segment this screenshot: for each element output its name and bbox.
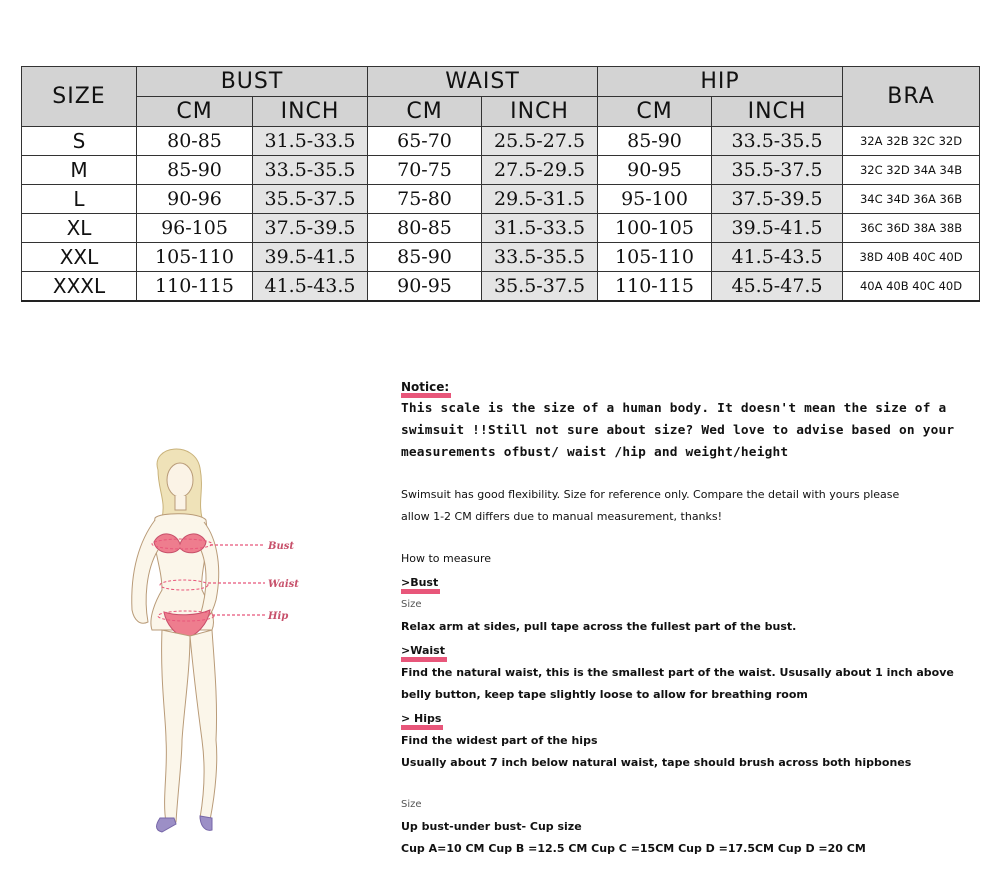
bust-inch-value: 31.5-33.5 [253, 127, 368, 156]
waist-label: Waist [268, 579, 299, 590]
spacer [401, 528, 991, 548]
bust-cm-value: 85-90 [137, 156, 253, 185]
bust-inch-value: 39.5-41.5 [253, 243, 368, 272]
bust-cm-value: 105-110 [137, 243, 253, 272]
waist-cm-value: 85-90 [368, 243, 482, 272]
hip-cm-value: 95-100 [598, 185, 712, 214]
table-row [22, 243, 980, 272]
waist-cm-value: 75-80 [368, 185, 482, 214]
size-value: M [22, 156, 137, 185]
waist-inch-value: 25.5-27.5 [482, 127, 598, 156]
table-row [22, 272, 980, 302]
bust-cm-header: CM [137, 97, 253, 127]
waist-inch-value: 27.5-29.5 [482, 156, 598, 185]
bust-inch-value: 35.5-37.5 [253, 185, 368, 214]
notice-tag: Notice: [401, 381, 451, 398]
waist-instruction: belly button, keep tape slightly loose to allow for breathing room [401, 688, 808, 701]
bust-inch-header: INCH [253, 97, 368, 127]
hip-cm-value: 105-110 [598, 243, 712, 272]
hip-inch-value: 37.5-39.5 [712, 185, 843, 214]
size-value: L [22, 185, 137, 214]
hip-inch-value: 41.5-43.5 [712, 243, 843, 272]
hip-inch-value: 35.5-37.5 [712, 156, 843, 185]
waist-header: WAIST [368, 67, 598, 97]
body-measure-illustration [100, 440, 320, 850]
hips-tag: > Hips [401, 713, 443, 730]
hip-inch-header: INCH [712, 97, 843, 127]
hip-cm-value: 90-95 [598, 156, 712, 185]
size-chart-table [21, 66, 980, 302]
bra-size-value: 32A 32B 32C 32D [843, 127, 980, 156]
bust-header: BUST [137, 67, 368, 97]
size-value: XXXL [22, 272, 137, 302]
waist-cm-value: 80-85 [368, 214, 482, 243]
table-row [22, 185, 980, 214]
notice-line: measurements ofbust/ waist /hip and weight/height [401, 445, 789, 460]
notice-line: This scale is the size of a human body. It doesn't mean the size of a [401, 401, 947, 416]
hip-cm-value: 100-105 [598, 214, 712, 243]
size-value: XXL [22, 243, 137, 272]
cup-size-line: Up bust-under bust- Cup size [401, 820, 582, 833]
bra-size-value: 38D 40B 40C 40D [843, 243, 980, 272]
hip-cm-value: 110-115 [598, 272, 712, 302]
bust-cm-value: 90-96 [137, 185, 253, 214]
bra-size-value: 34C 34D 36A 36B [843, 185, 980, 214]
hip-label: Hip [268, 611, 289, 622]
bust-inch-value: 33.5-35.5 [253, 156, 368, 185]
flex-line: allow 1-2 CM differs due to manual measurement, thanks! [401, 510, 723, 523]
how-to-measure: How to measure [401, 552, 492, 565]
size-label: Size [401, 599, 422, 610]
bra-size-value: 32C 32D 34A 34B [843, 156, 980, 185]
bust-cm-value: 110-115 [137, 272, 253, 302]
hip-cm-value: 85-90 [598, 127, 712, 156]
hip-cm-header: CM [598, 97, 712, 127]
flex-line: Swimsuit has good flexibility. Size for reference only. Compare the detail with yours please [401, 488, 900, 501]
waist-inch-value: 33.5-35.5 [482, 243, 598, 272]
waist-instruction: Find the natural waist, this is the smallest part of the waist. Ususally about 1 inch above [401, 666, 954, 679]
table-row [22, 127, 980, 156]
bust-cm-value: 96-105 [137, 214, 253, 243]
hip-inch-value: 33.5-35.5 [712, 127, 843, 156]
waist-tag: >Waist [401, 645, 447, 662]
woman-figure-drawing [100, 440, 320, 850]
bust-label: Bust [268, 541, 294, 552]
cup-size-line: Cup A=10 CM Cup B =12.5 CM Cup C =15CM Cup D =17.5CM Cup D =20 CM [401, 842, 866, 855]
bust-inch-value: 41.5-43.5 [253, 272, 368, 302]
waist-inch-value: 31.5-33.5 [482, 214, 598, 243]
bust-instruction: Relax arm at sides, pull tape across the fullest part of the bust. [401, 620, 797, 633]
bra-header: BRA [843, 67, 980, 127]
hip-inch-value: 39.5-41.5 [712, 214, 843, 243]
waist-inch-value: 29.5-31.5 [482, 185, 598, 214]
notice-line: swimsuit !!Still not sure about size? Wed love to advise based on your [401, 423, 955, 438]
measurement-notes [401, 376, 991, 860]
size-label: Size [401, 799, 422, 810]
hip-inch-value: 45.5-47.5 [712, 272, 843, 302]
waist-cm-header: CM [368, 97, 482, 127]
waist-inch-header: INCH [482, 97, 598, 127]
size-value: XL [22, 214, 137, 243]
bust-cm-value: 80-85 [137, 127, 253, 156]
bra-size-value: 36C 36D 38A 38B [843, 214, 980, 243]
hips-instruction: Find the widest part of the hips [401, 734, 598, 747]
spacer [401, 774, 991, 794]
hip-header: HIP [598, 67, 843, 97]
bra-size-value: 40A 40B 40C 40D [843, 272, 980, 302]
waist-cm-value: 65-70 [368, 127, 482, 156]
table-row [22, 156, 980, 185]
size-header: SIZE [22, 67, 137, 127]
waist-cm-value: 90-95 [368, 272, 482, 302]
hips-instruction: Usually about 7 inch below natural waist, tape should brush across both hipbones [401, 756, 912, 769]
bust-tag: >Bust [401, 577, 440, 594]
spacer [401, 464, 991, 484]
size-value: S [22, 127, 137, 156]
table-row [22, 214, 980, 243]
bust-inch-value: 37.5-39.5 [253, 214, 368, 243]
waist-cm-value: 70-75 [368, 156, 482, 185]
waist-inch-value: 35.5-37.5 [482, 272, 598, 302]
